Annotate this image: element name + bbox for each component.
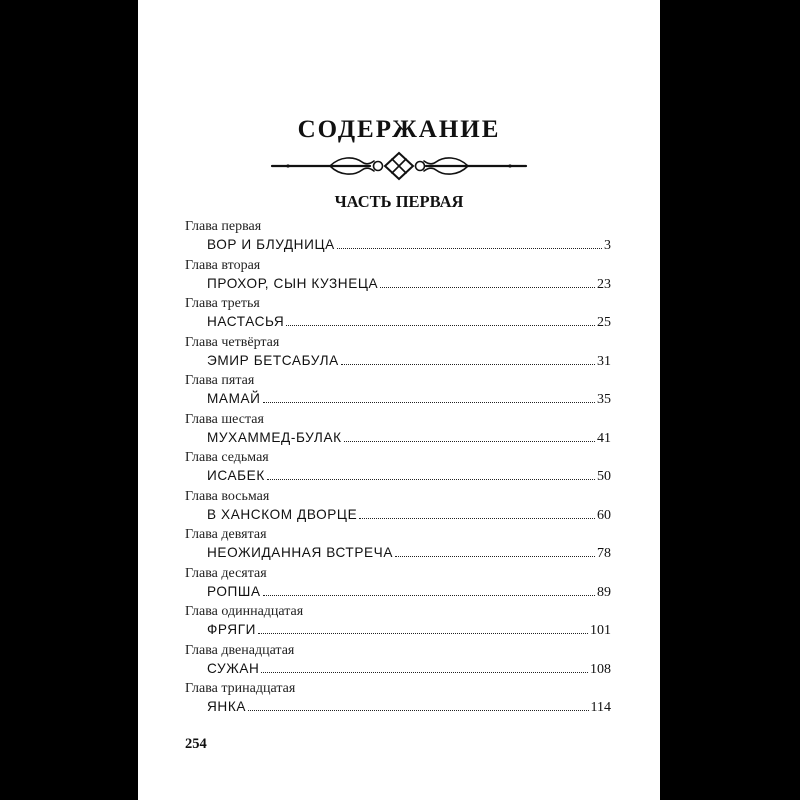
page-folio-number: 254	[185, 736, 207, 752]
toc-row	[207, 698, 611, 717]
toc-row	[207, 352, 611, 371]
chapter-title: ФРЯГИ	[207, 622, 257, 637]
part-title: ЧАСТЬ ПЕРВАЯ	[334, 192, 464, 211]
chapter-label: Глава шестая	[185, 411, 264, 427]
page-title: СОДЕРЖАНИЕ	[297, 116, 501, 143]
chapter-label: Глава восьмая	[185, 488, 270, 504]
chapter-label: Глава девятая	[185, 527, 267, 542]
page-number: 23	[597, 276, 611, 292]
toc-entry	[185, 335, 611, 374]
toc-entry	[185, 604, 611, 643]
page-number: 31	[597, 353, 611, 369]
chapter-label: Глава седьмая	[185, 450, 269, 465]
toc-entry	[185, 219, 611, 258]
chapter-label: Глава пятая	[185, 373, 255, 388]
toc-entry	[185, 643, 611, 682]
chapter-title: ЯНКА	[207, 699, 247, 714]
toc-row	[207, 583, 611, 602]
dot-leader	[380, 286, 595, 288]
chapter-title: НЕОЖИДАННАЯ ВСТРЕЧА	[207, 545, 393, 560]
celtic-knot-ornament-icon	[270, 150, 528, 182]
page-number: 89	[597, 584, 611, 600]
chapter-title: МУХАММЕД-БУЛАК	[207, 429, 342, 445]
page-number: 114	[590, 700, 611, 715]
chapter-title: ИСАБЕК	[207, 468, 265, 483]
toc-row	[207, 467, 611, 486]
toc-row	[207, 390, 611, 409]
chapter-title: ПРОХОР, СЫН КУЗНЕЦА	[207, 275, 379, 291]
toc-entry	[185, 373, 611, 412]
dot-leader	[341, 363, 595, 365]
dot-leader	[258, 632, 588, 634]
toc-entry	[185, 527, 611, 566]
dot-leader	[261, 671, 588, 673]
chapter-title: РОПША	[207, 583, 261, 599]
dot-leader	[263, 594, 595, 596]
chapter-title: В ХАНСКОМ ДВОРЦЕ	[207, 506, 358, 522]
page-number: 108	[590, 661, 611, 677]
chapter-label: Глава десятая	[185, 565, 267, 581]
toc-row	[207, 544, 611, 563]
toc-row	[207, 506, 611, 525]
chapter-label: Глава третья	[185, 296, 260, 311]
toc-row	[207, 236, 611, 255]
toc-entry	[185, 681, 611, 720]
page-number: 50	[597, 469, 611, 484]
page-number: 25	[597, 315, 611, 330]
toc-entry	[185, 489, 611, 528]
toc-entry	[185, 450, 611, 489]
page-number: 41	[597, 430, 611, 446]
toc-row	[207, 429, 611, 448]
dot-leader	[263, 401, 595, 403]
chapter-label: Глава одиннадцатая	[185, 604, 304, 619]
toc-entry	[185, 566, 611, 605]
page-number: 35	[597, 392, 611, 407]
toc-row	[207, 660, 611, 679]
chapter-label: Глава вторая	[185, 257, 261, 273]
dot-leader	[248, 709, 588, 711]
chapter-title: ЭМИР БЕТСАБУЛА	[207, 352, 339, 368]
left-black-margin	[0, 0, 138, 800]
chapter-label: Глава первая	[185, 219, 262, 234]
dot-leader	[344, 440, 595, 442]
toc-row	[207, 275, 611, 294]
dot-leader	[337, 247, 602, 249]
page-number: 101	[590, 623, 611, 638]
dot-leader	[395, 555, 595, 557]
toc-row	[207, 313, 611, 332]
table-of-contents	[185, 219, 611, 720]
page-number: 3	[604, 238, 611, 253]
dot-leader	[267, 478, 595, 480]
toc-row	[207, 621, 611, 640]
page-number: 78	[597, 546, 611, 561]
toc-entry	[185, 258, 611, 297]
chapter-label: Глава четвёртая	[185, 334, 280, 350]
dot-leader	[286, 324, 595, 326]
chapter-title: МАМАЙ	[207, 391, 261, 406]
chapter-title: СУЖАН	[207, 660, 260, 676]
chapter-title: НАСТАСЬЯ	[207, 314, 285, 329]
chapter-label: Глава двенадцатая	[185, 642, 295, 658]
right-black-margin	[660, 0, 800, 800]
chapter-label: Глава тринадцатая	[185, 681, 296, 696]
chapter-title: ВОР И БЛУДНИЦА	[207, 237, 335, 252]
page-number: 60	[597, 507, 611, 523]
book-page	[138, 0, 660, 800]
dot-leader	[359, 517, 595, 519]
toc-entry	[185, 296, 611, 335]
toc-entry	[185, 412, 611, 451]
